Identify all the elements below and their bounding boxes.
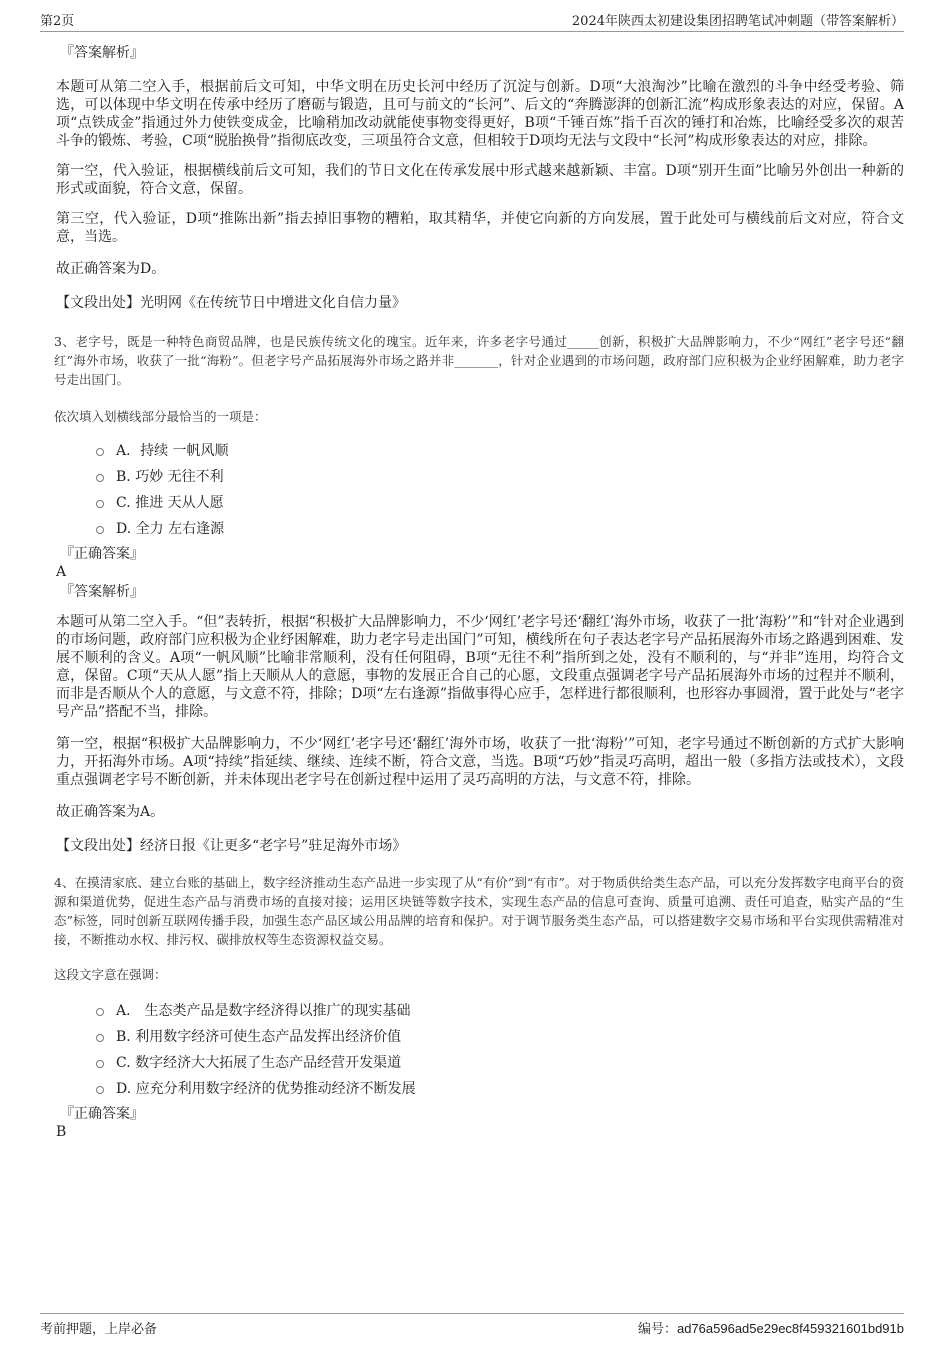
radio-icon[interactable] [96, 1060, 104, 1068]
radio-icon[interactable] [96, 526, 104, 534]
q4-prompt: 这段文字意在强调： [54, 967, 167, 982]
q3-analysis-para: 本题可从第二空入手。“但”表转折，根据“积极扩大品牌影响力，不少‘网红’老字号还‘翻红’海外市场，收获了一批‘海粉’”和“针对企业遇到的市场问题，政府部门应积极为企业纾困解难，助力老字号走出国门”可知，横线所在句子表达老字号产品拓展海外市场之路遇到困难、发展不顺利的含义。A项“一帆风顺”比喻非常顺利，没有任何阻碍，B项“无往不利”指所到之处，没有不顺利的，与“并非”连用，均符合文意，保留。C项“天从人愿”指上天顺从人的意愿，事物的发展正合自己的心愿，文段重点强调老字号产品拓展海外市场的过程并不顺利，而非是否顺从个人的意愿，与文意不符，排除；D项“左右逢源”指做事得心应手，怎样进行都很顺利，也形容办事圆滑，置于此处与“老字号产品”搭配不当，排除。 [56, 614, 904, 720]
document-body [56, 44, 904, 1141]
radio-icon[interactable] [96, 474, 104, 482]
q2-analysis-para: 第一空，代入验证，根据横线前后文可知，我们的节日文化在传承发展中形式越来越新颖、丰富。D项“别开生面”比喻另外创出一种新的形式或面貌，符合文意，保留。 [56, 163, 904, 197]
document-title: 2024年陕西太初建设集团招聘笔试冲刺题（带答案解析） [571, 14, 904, 29]
option-label: B. 利用数字经济可使生态产品发挥出经济价值 [116, 1029, 402, 1045]
q4-option-a[interactable] [96, 997, 904, 1023]
q3-answer: A [56, 564, 67, 580]
page-footer [40, 1313, 904, 1337]
q3-analysis-para: 第一空，根据“积极扩大品牌影响力，不少‘网红’老字号还‘翻红’海外市场，收获了一批‘海粉’”可知，老字号通过不断创新的方式扩大影响力，开拓海外市场。A项“持续”指延续、继续、连续不断，符合文意，当选。B项“巧妙”指灵巧高明，超出一般（多指方法或技术），文段重点强调老字号不断创新，并未体现出老字号在创新过程中运用了灵巧高明的方法，与文意不符，排除。 [56, 736, 904, 788]
option-label: A．持续 一帆风顺 [116, 443, 229, 459]
q2-analysis-label: 『答案解析』 [60, 45, 144, 61]
q3-option-b[interactable] [96, 463, 904, 489]
q3-option-a[interactable] [96, 437, 904, 463]
radio-icon[interactable] [96, 1034, 104, 1042]
q2-source: 【文段出处】光明网《在传统节日中增进文化自信力量》 [56, 295, 406, 311]
q3-prompt: 依次填入划横线部分最恰当的一项是： [54, 409, 267, 424]
q2-analysis-para: 故正确答案为D。 [56, 261, 166, 277]
q3-analysis-label: 『答案解析』 [60, 584, 144, 600]
q4-option-c[interactable] [96, 1049, 904, 1075]
option-label: C. 数字经济大大拓展了生态产品经营开发渠道 [116, 1055, 402, 1071]
q2-analysis-para: 第三空，代入验证，D项“推陈出新”指去掉旧事物的糟粕，取其精华，并使它向新的方向发展，置于此处可与横线前后文对应，符合文意，当选。 [56, 211, 904, 245]
radio-icon[interactable] [96, 500, 104, 508]
q4-options [96, 997, 904, 1101]
q4-answer-label: 『正确答案』 [60, 1106, 144, 1122]
q3-stem: 3、老字号，既是一种特色商贸品牌，也是民族传统文化的瑰宝。近年来，许多老字号通过_____创新，积极扩大品牌影响力，不少“网红”老字号还“翻红”海外市场，收获了一批“海粉”。但老字号产品拓展海外市场之路并非_______，针对企业遇到的市场问题，政府部门应积极为企业纾困解难，助力老字号走出国门。 [54, 334, 904, 387]
page-header [40, 10, 904, 32]
option-label: B. 巧妙 无往不利 [116, 469, 224, 485]
document-id: 编号：ad76a596ad5e29ec8f459321601bd91b [637, 1321, 904, 1336]
q3-options [96, 437, 904, 541]
footer-slogan: 考前押题，上岸必备 [40, 1322, 158, 1337]
q3-analysis-para: 故正确答案为A。 [56, 804, 165, 820]
q4-option-b[interactable] [96, 1023, 904, 1049]
option-label: C. 推进 天从人愿 [116, 495, 224, 511]
radio-icon[interactable] [96, 1008, 104, 1016]
option-label: A． 生态类产品是数字经济得以推广的现实基础 [116, 1003, 411, 1019]
q3-answer-label: 『正确答案』 [60, 546, 144, 562]
radio-icon[interactable] [96, 448, 104, 456]
radio-icon[interactable] [96, 1086, 104, 1094]
q3-source: 【文段出处】经济日报《让更多“老字号”驻足海外市场》 [56, 838, 407, 854]
q4-answer: B [56, 1124, 67, 1140]
q3-option-c[interactable] [96, 489, 904, 515]
q4-option-d[interactable] [96, 1075, 904, 1101]
q4-stem: 4、在摸清家底、建立台账的基础上，数字经济推动生态产品进一步实现了从“有价”到“有市”。对于物质供给类生态产品，可以充分发挥数字电商平台的资源和渠道优势，促进生态产品与消费市场的直接对接；运用区块链等数字技术，实现生态产品的信息可查询、质量可追溯、责任可追查，贴实产品的“生态”标签，同时创新互联网传播手段，加强生态产品区域公用品牌的培育和保护。对于调节服务类生态产品，可以搭建数字交易市场和平台实现供需精准对接，不断推动水权、排污权、碳排放权等生态资源权益交易。 [54, 875, 904, 947]
q2-analysis-para: 本题可从第二空入手，根据前后文可知，中华文明在历史长河中经历了沉淀与创新。D项“大浪淘沙”比喻在激烈的斗争中经受考验、筛选，可以体现中华文明在传承中经历了磨砺与锻造，且可与前文的“长河”、后文的“奔腾澎湃的创新汇流”构成形象表达的对应，保留。A项“点铁成金”指通过外力使铁变成金，比喻稍加改动就能使事物变得更好，B项“千锤百炼”指千百次的锤打和冶炼，比喻经受多次的艰苦斗争的锻炼、考验，C项“脱胎换骨”指彻底改变，三项虽符合文意，但相较于D项均无法与文段中“长河”构成形象表达的对应，排除。 [56, 79, 904, 149]
option-label: D. 全力 左右逢源 [116, 521, 225, 537]
q3-option-d[interactable] [96, 515, 904, 541]
page-number: 第2页 [40, 14, 75, 29]
option-label: D. 应充分利用数字经济的优势推动经济不断发展 [116, 1081, 416, 1097]
